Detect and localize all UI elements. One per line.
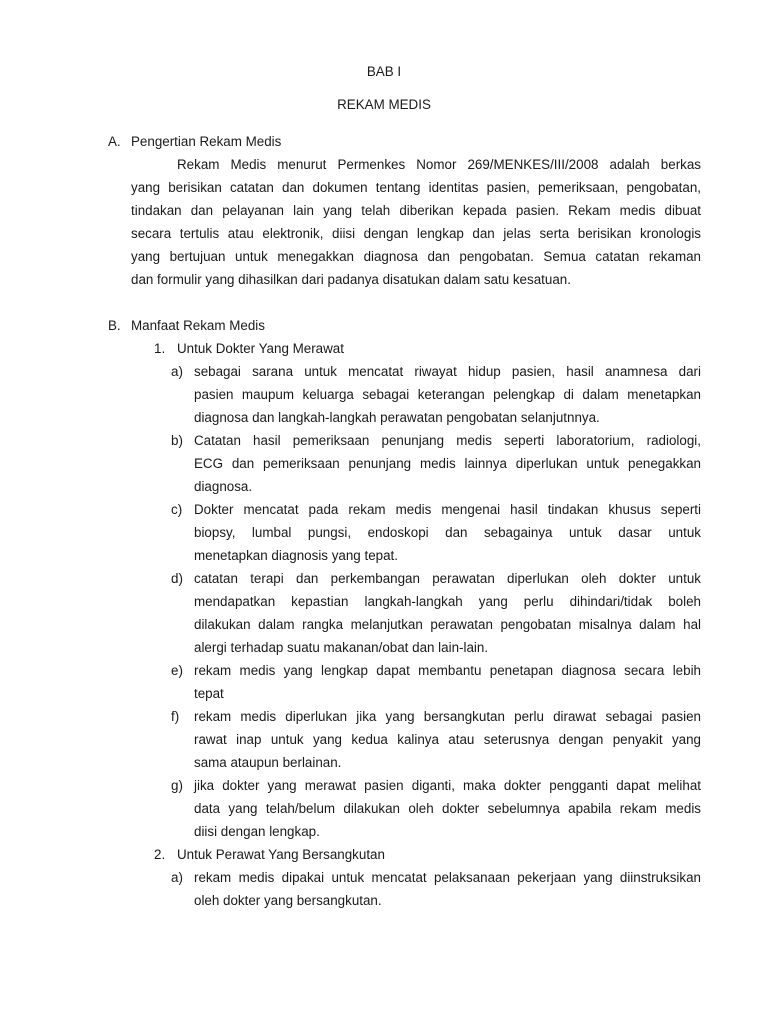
list-item-line: oleh dokter yang bersangkutan. <box>194 893 382 908</box>
list-item-line: jika dokter yang merawat pasien diganti, maka dokter pengganti dapat melihat <box>194 778 701 793</box>
list-item-line: ECG dan pemeriksaan penunjang medis lainnya diperlukan untuk penegakkan <box>194 456 701 471</box>
list-item-line: alergi terhadap suatu makanan/obat dan lain-lain. <box>194 640 489 655</box>
list-item-line: sebagai sarana untuk mencatat riwayat hidup pasien, hasil anamnesa dari <box>194 364 701 379</box>
list-item-line: rekam medis yang lengkap dapat membantu penetapan diagnosa secara lebih <box>194 663 701 678</box>
subsection-1-heading: Untuk Dokter Yang Merawat <box>177 341 344 356</box>
section-a-heading: Pengertian Rekam Medis <box>131 134 282 149</box>
list-item-line: catatan terapi dan perkembangan perawatan diperlukan oleh dokter untuk <box>194 571 701 586</box>
section-a-marker: A. <box>108 134 121 149</box>
list-item-marker: e) <box>171 663 183 678</box>
list-item-line: data yang telah/belum dilakukan oleh dokter sebelumnya apabila rekam medis <box>194 801 701 816</box>
list-item-marker: a) <box>171 364 183 379</box>
list-item-line: rawat inap untuk yang kedua kalinya atau seterusnya dengan penyakit yang <box>194 732 701 747</box>
list-item-marker: d) <box>171 571 183 586</box>
list-item-marker: c) <box>171 502 183 517</box>
document-title: REKAM MEDIS <box>337 97 431 112</box>
paragraph-line: tindakan dan pelayanan lain yang telah diberikan kepada pasien. Rekam medis dibuat <box>131 203 701 218</box>
paragraph-line: yang berisikan catatan dan dokumen tentang identitas pasien, pemeriksaan, pengobatan, <box>131 180 701 195</box>
section-b-marker: B. <box>108 318 121 333</box>
subsection-2-heading: Untuk Perawat Yang Bersangkutan <box>177 847 385 862</box>
list-item-line: tepat <box>194 686 224 701</box>
chapter-label: BAB I <box>366 64 402 79</box>
subsection-1-marker: 1. <box>154 341 166 356</box>
list-item-line: pasien maupum keluarga sebagai keterangan pelengkap di dalam menetapkan <box>194 387 701 402</box>
paragraph-line: dan formulir yang dihasilkan dari padanya disatukan dalam satu kesatuan. <box>131 272 571 287</box>
list-item-line: Catatan hasil pemeriksaan penunjang medis seperti laboratorium, radiologi, <box>194 433 701 448</box>
paragraph-line: yang bertujuan untuk menegakkan diagnosa dan pengobatan. Semua catatan rekaman <box>131 249 701 264</box>
list-item-line: rekam medis diperlukan jika yang bersangkutan perlu dirawat sebagai pasien <box>194 709 701 724</box>
list-item-line: diisi dengan lengkap. <box>194 824 320 839</box>
list-item-line: diagnosa. <box>194 479 253 494</box>
list-item-marker: a) <box>171 870 183 885</box>
list-item-line: diagnosa dan langkah-langkah perawatan pengobatan selanjutnnya. <box>194 410 600 425</box>
list-item-line: Dokter mencatat pada rekam medis mengenai hasil tindakan khusus seperti <box>194 502 701 517</box>
subsection-2-marker: 2. <box>154 847 166 862</box>
paragraph-line: Rekam Medis menurut Permenkes Nomor 269/MENKES/III/2008 adalah berkas <box>177 157 701 172</box>
section-b-heading: Manfaat Rekam Medis <box>131 318 265 333</box>
list-item-line: sama ataupun berlainan. <box>194 755 342 770</box>
list-item-marker: g) <box>171 778 183 793</box>
list-item-line: biopsy, lumbal pungsi, endoskopi dan sebagainya untuk dasar untuk <box>194 525 701 540</box>
list-item-line: menetapkan diagnosis yang tepat. <box>194 548 398 563</box>
list-item-marker: f) <box>171 709 180 724</box>
list-item-line: dilakukan dalam rangka melanjutkan perawatan pengobatan misalnya dalam hal <box>194 617 701 632</box>
list-item-line: rekam medis dipakai untuk mencatat pelaksanaan pekerjaan yang diinstruksikan <box>194 870 701 885</box>
list-item-line: mendapatkan kepastian langkah-langkah yang perlu dihindari/tidak boleh <box>194 594 701 609</box>
list-item-marker: b) <box>171 433 183 448</box>
paragraph-line: secara tertulis atau elektronik, diisi dengan lengkap dan jelas serta berisikan kronologis <box>131 226 701 241</box>
